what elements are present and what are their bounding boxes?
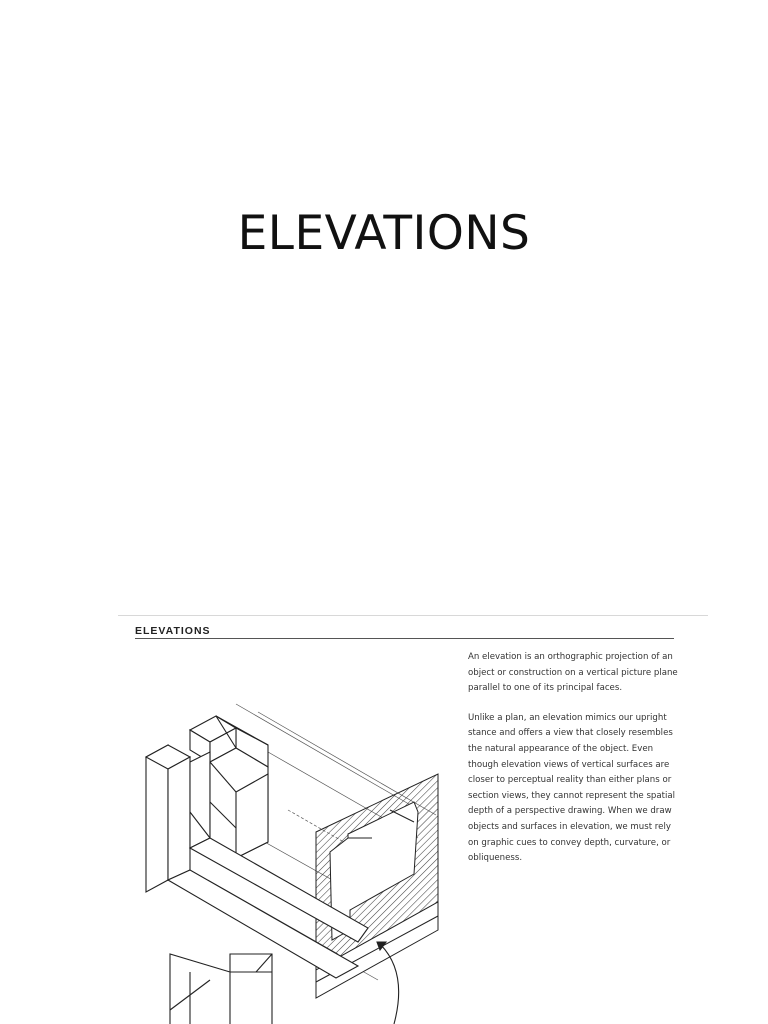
slide-title: ELEVATIONS — [237, 206, 531, 261]
scanned-book-page — [118, 612, 708, 1024]
paragraph-description: Unlike a plan, an elevation mimics our upright stance and offers a view that closely resembles the natural appearance of the object. Even though elevation views of vertical surfaces are closer to perceptual reality than either plans or section views, they cannot represent the spatial depth of a perspective drawing. When we draw objects and surfaces in elevation, we must rely on graphic cues to convey depth, curvature, or obliqueness. — [468, 712, 676, 864]
lower-elevation-drawing — [170, 954, 272, 1024]
elevation-projection-drawing — [118, 612, 708, 1024]
paragraph-definition: An elevation is an orthographic projection of an object or construction on a vertical picture plane parallel to one of its principal faces. — [468, 652, 678, 694]
book-heading: ELEVATIONS — [135, 625, 211, 637]
